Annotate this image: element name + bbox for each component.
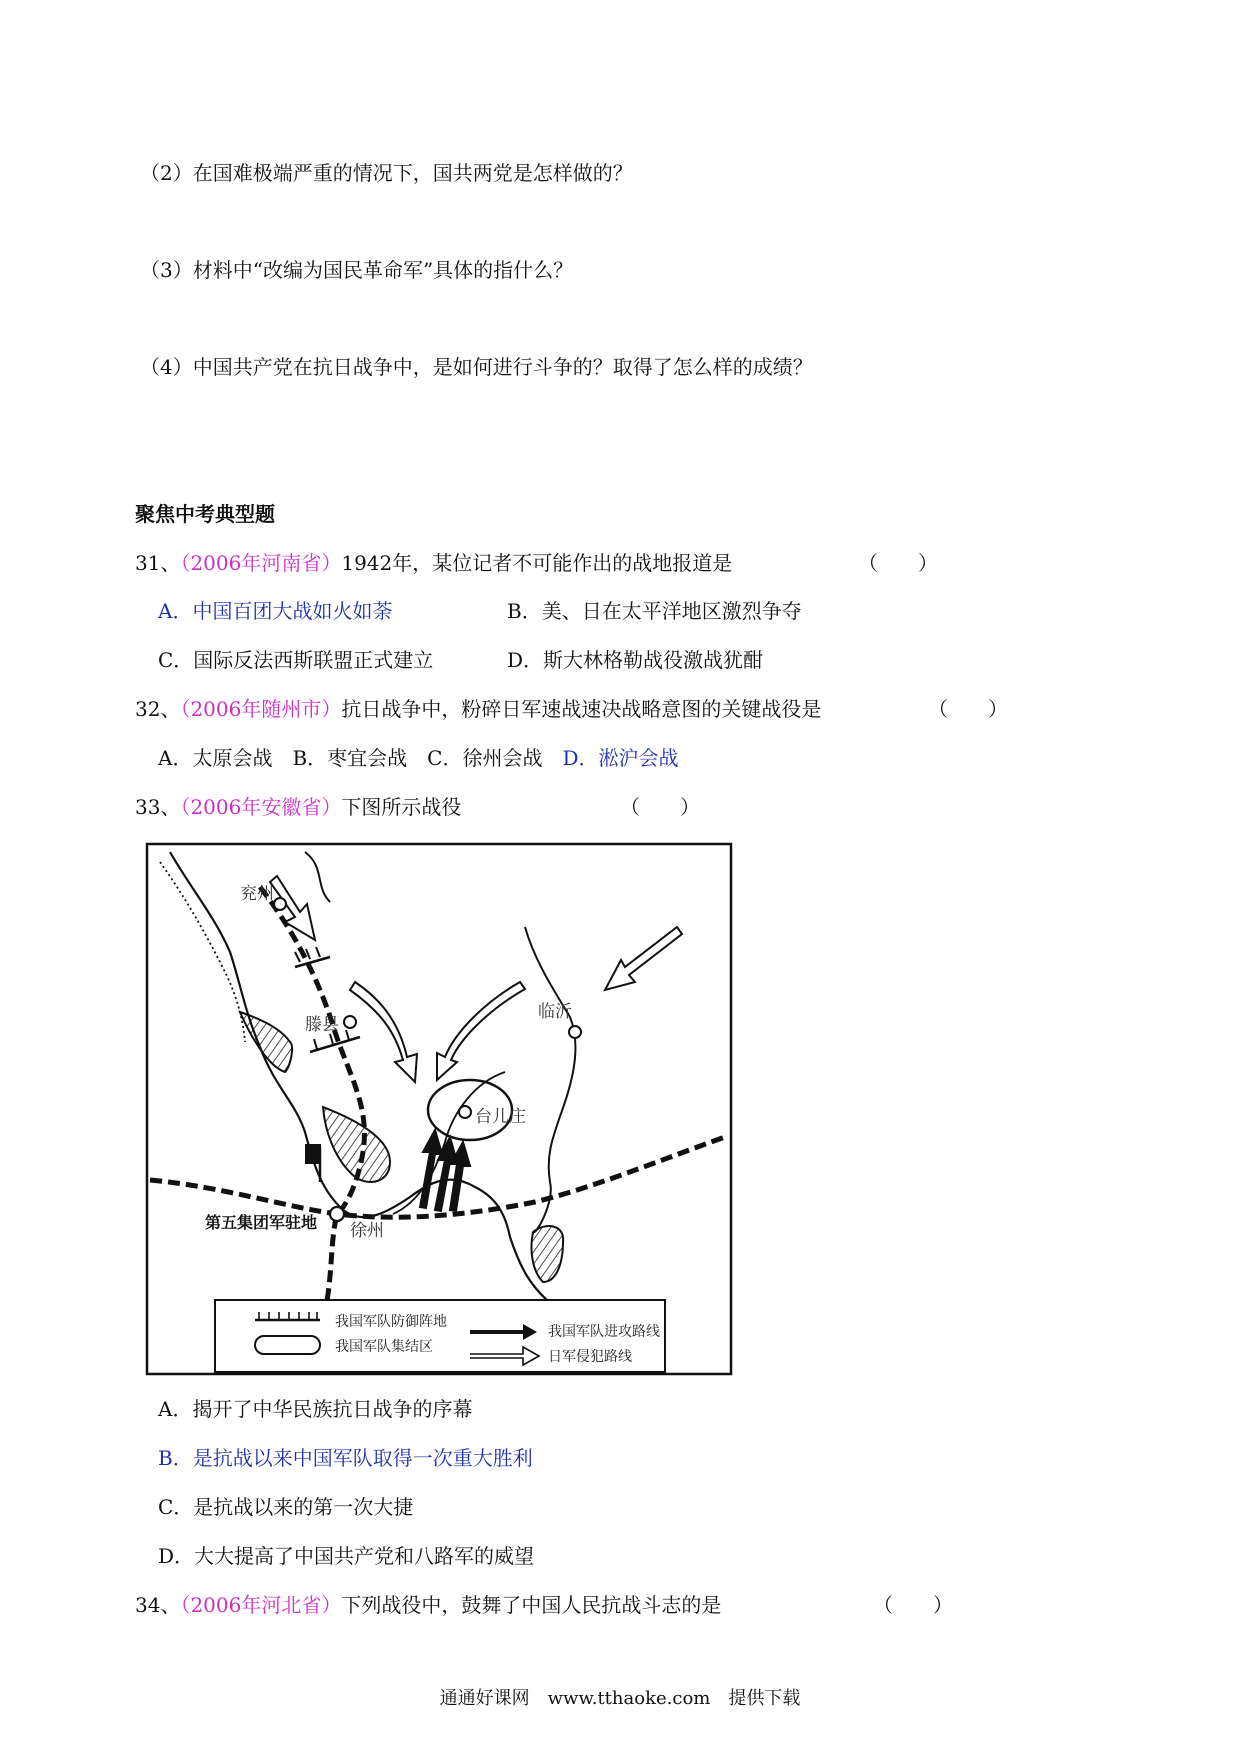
city-marker-linyi [569, 1026, 581, 1038]
footer-source: 通通好课网 www.tthaoke.com 提供下载 [439, 1688, 801, 1709]
battle-map [145, 842, 733, 1376]
q31-option-b: B．美、日在太平洋地区激烈争夺 [507, 599, 802, 623]
city-marker-yanzhou [274, 898, 286, 910]
q34-stem: 下列战役中，鼓舞了中国人民抗战斗志的是 [341, 1593, 722, 1617]
q32-answer-paren: （ ） [928, 697, 1008, 721]
map-legend [215, 1300, 665, 1372]
q32-option-d: D．淞沪会战 [562, 746, 679, 770]
label-tengxian: 滕县 [305, 1015, 339, 1035]
q32-options [158, 744, 679, 772]
legend-attack: 我国军队进攻路线 [548, 1324, 660, 1340]
q32-stem-line [135, 695, 821, 723]
q32-stem: 抗日战争中，粉碎日军速战速决战略意图的关键战役是 [341, 697, 822, 721]
city-marker-xuzhou [330, 1207, 344, 1221]
q33-option-c: C．是抗战以来的第一次大捷 [158, 1495, 414, 1519]
q32-options-abc: A．太原会战 B．枣宜会战 C．徐州会战 [158, 746, 563, 770]
q31-stem-line [135, 549, 732, 577]
q31-option-c: C．国际反法西斯联盟正式建立 [158, 648, 434, 672]
city-marker-taierzhuang [459, 1106, 471, 1118]
legend-assembly: 我国军队集结区 [335, 1339, 433, 1355]
q33-number: 33、 [135, 795, 181, 819]
q31-option-d: D．斯大林格勒战役激战犹酣 [507, 648, 764, 672]
q34-source: （2006年河北省） [180, 1593, 342, 1617]
q33-source: （2006年安徽省） [180, 795, 342, 819]
label-hq: 第五集团军驻地 [205, 1213, 318, 1232]
label-xuzhou: 徐州 [350, 1221, 384, 1241]
section-title: 聚焦中考典型题 [135, 502, 275, 526]
q32-source: （2006年随州市） [180, 697, 342, 721]
q33-option-b: B．是抗战以来中国军队取得一次重大胜利 [158, 1446, 533, 1470]
label-linyi: 临沂 [538, 1002, 572, 1022]
q31-source: （2006年河南省） [180, 551, 342, 575]
map-frame [147, 844, 731, 1374]
q34-stem-line [135, 1591, 721, 1619]
legend-invasion: 日军侵犯路线 [548, 1349, 632, 1365]
q33-answer-paren: （ ） [620, 795, 700, 819]
label-taierzhuang: 台儿庄 [475, 1107, 526, 1127]
q33-stem: 下图所示战役 [341, 795, 462, 819]
q33-stem-line [135, 793, 461, 821]
q31-option-a: A．中国百团大战如火如荼 [158, 599, 393, 623]
question-2: （2）在国难极端严重的情况下，国共两党是怎样做的？ [140, 161, 633, 185]
question-4: （4）中国共产党在抗日战争中，是如何进行斗争的？取得了怎么样的成绩？ [140, 355, 813, 379]
q32-number: 32、 [135, 697, 181, 721]
q33-option-a: A．揭开了中华民族抗日战争的序幕 [158, 1397, 473, 1421]
hq-flag [305, 1144, 321, 1164]
city-marker-tengxian [344, 1016, 356, 1028]
q33-option-d: D．大大提高了中国共产党和八路军的威望 [158, 1544, 535, 1568]
q31-stem: 1942年，某位记者不可能作出的战地报道是 [341, 551, 733, 575]
q31-answer-paren: （ ） [858, 551, 938, 575]
q34-number: 34、 [135, 1593, 181, 1617]
legend-defense: 我国军队防御阵地 [335, 1314, 447, 1330]
q31-number: 31、 [135, 551, 181, 575]
label-yanzhou: 兖州 [240, 884, 274, 904]
q34-answer-paren: （ ） [873, 1593, 953, 1617]
question-3: （3）材料中“改编为国民革命军”具体的指什么？ [140, 258, 574, 282]
